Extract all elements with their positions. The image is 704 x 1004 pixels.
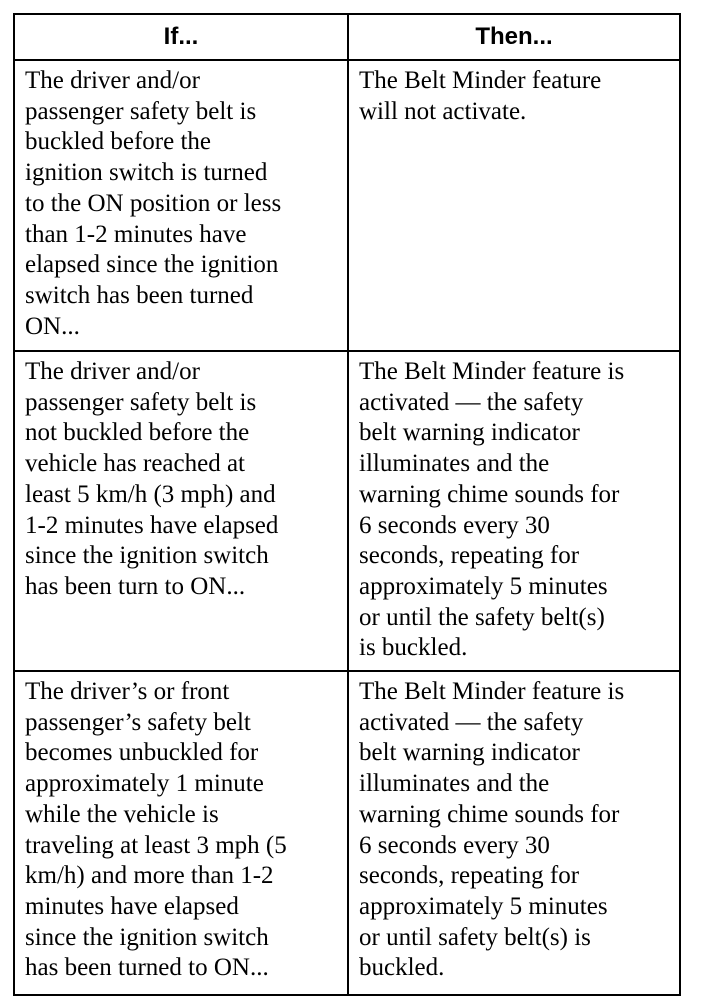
- if-cell: [14, 60, 348, 351]
- if-cell: [14, 351, 348, 671]
- then-cell: [348, 671, 680, 995]
- then-cell: [348, 60, 680, 351]
- table-row: [14, 351, 680, 671]
- if-column-header: If...: [14, 14, 348, 60]
- if-cell-text: The driver and/or passenger safety belt is buckled before the ignition switch is turned to the ON position or less than 1-2 minutes have elapsed since the ignition switch has been turned ON...: [25, 67, 282, 340]
- belt-minder-table: [13, 13, 681, 996]
- then-column-header: Then...: [348, 14, 680, 60]
- if-cell-text: The driver’s or front passenger’s safety belt becomes unbuckled for approximately 1 minute while the vehicle is traveling at least 3 mph (5 km/h) and more than 1-2 minutes have elapsed since the ignition switch has been turned to ON...: [25, 678, 287, 982]
- table-row: [14, 671, 680, 995]
- then-cell-text: The Belt Minder feature will not activate.: [359, 67, 602, 125]
- if-cell: [14, 671, 348, 995]
- table-row: [14, 60, 680, 351]
- then-cell-text: The Belt Minder feature is activated — the safety belt warning indicator illuminates and the warning chime sounds for 6 seconds every 30 seconds, repeating for approximately 5 minutes or until the safety belt(s) is buckled.: [359, 358, 625, 662]
- if-cell-text: The driver and/or passenger safety belt is not buckled before the vehicle has reached at least 5 km/h (3 mph) and 1-2 minutes have elapsed since the ignition switch has been turn to ON...: [25, 358, 279, 600]
- table-header-row: [14, 14, 680, 60]
- then-cell-text: The Belt Minder feature is activated — the safety belt warning indicator illuminates and the warning chime sounds for 6 seconds every 30 seconds, repeating for approximately 5 minutes or until safety belt(s) is buckled.: [359, 678, 625, 982]
- then-cell: [348, 351, 680, 671]
